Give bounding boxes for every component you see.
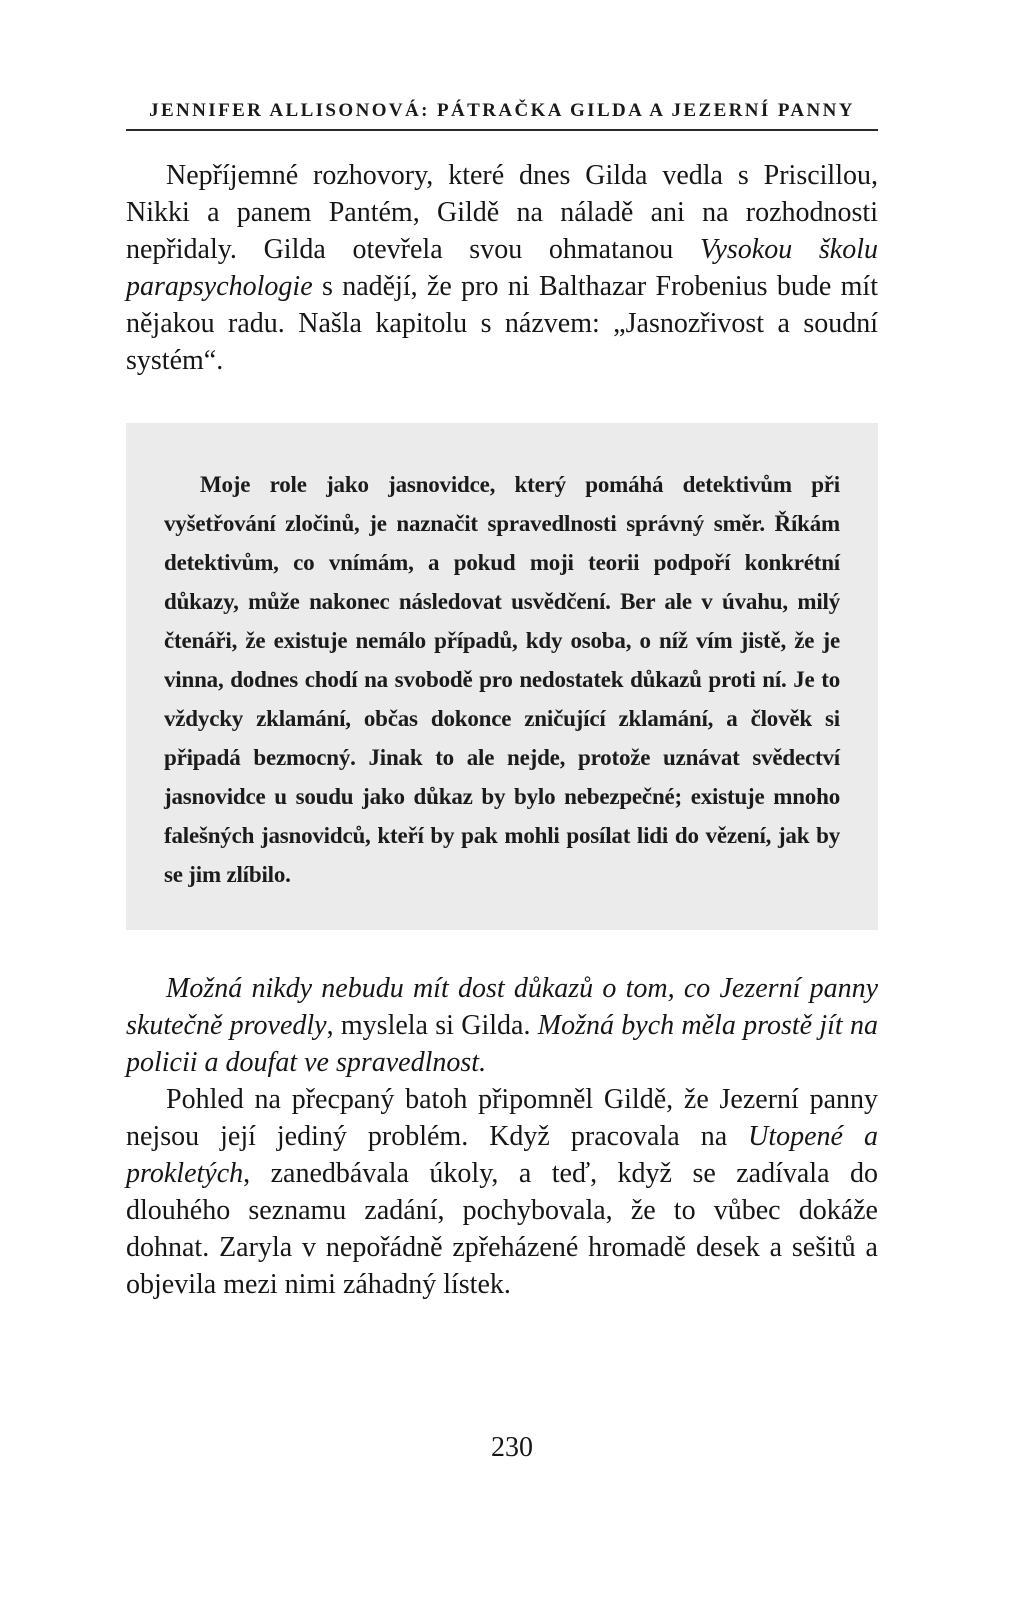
page-number: 230 [491,1432,533,1463]
paragraph-closing: Pohled na přecpaný batoh připomněl Gildě, že Jezerní panny nejsou její jediný problém. Když pracovala na Utopené a prokletých, zanedbávala úkoly, a teď, když se zadívala do dlouhého seznamu zadání, pochybovala, že to vůbec dokáže dohnat. Zaryla v nepořádně zpřeházené hromadě desek a sešitů a objevila mezi nimi záhadný lístek. [126,1084,878,1300]
paragraph-inner-thoughts: Možná nikdy nebudu mít dost důkazů o tom, co Jezerní panny skutečně provedly, myslela si Gilda. Možná bych měla prostě jít na policii a doufat ve spravedlnost. [126,973,878,1078]
quote-paragraph: Moje role jako jasnovidce, který pomáhá detektivům při vyšetřování zločinů, je naznačit spravedlnosti správný směr. Říkám detektivům, co vnímám, a pokud moji teorii podpoří konkrétní důkazy, může nakonec následovat usvědčení. Ber ale v úvahu, milý čtenáři, že existuje nemálo případů, kdy osoba, o níž vím jistě, že je vinna, dodnes chodí na svobodě pro nedostatek důkazů proti ní. Je to vždycky zklamání, občas dokonce zničující zklamání, a člověk si připadá bezmocný. Jinak to ale nejde, protože uznávat svědectví jasnovidce u soudu jako důkaz by bylo nebezpečné; existuje mnoho falešných jasnovidců, kteří by pak mohli posílat lidi do vězení, jak by se jim zlíbilo. [164,472,840,887]
quote-box [126,423,878,930]
body-text [126,157,878,1303]
header-rule [126,129,878,131]
running-header: JENNIFER ALLISONOVÁ: PÁTRAČKA GILDA A JEZERNÍ PANNY [149,100,855,121]
paragraph-opening: Nepříjemné rozhovory, které dnes Gilda vedla s Priscillou, Nikki a panem Pantém, Gildě na náladě ani na rozhodnosti nepřidaly. Gilda otevřela svou ohmatanou Vysokou školu parapsychologie s nadějí, že pro ni Balthazar Frobenius bude mít nějakou radu. Našla kapitolu s názvem: „Jasnozřivost a soudní systém“. [126,160,878,376]
page-content [126,100,878,1303]
